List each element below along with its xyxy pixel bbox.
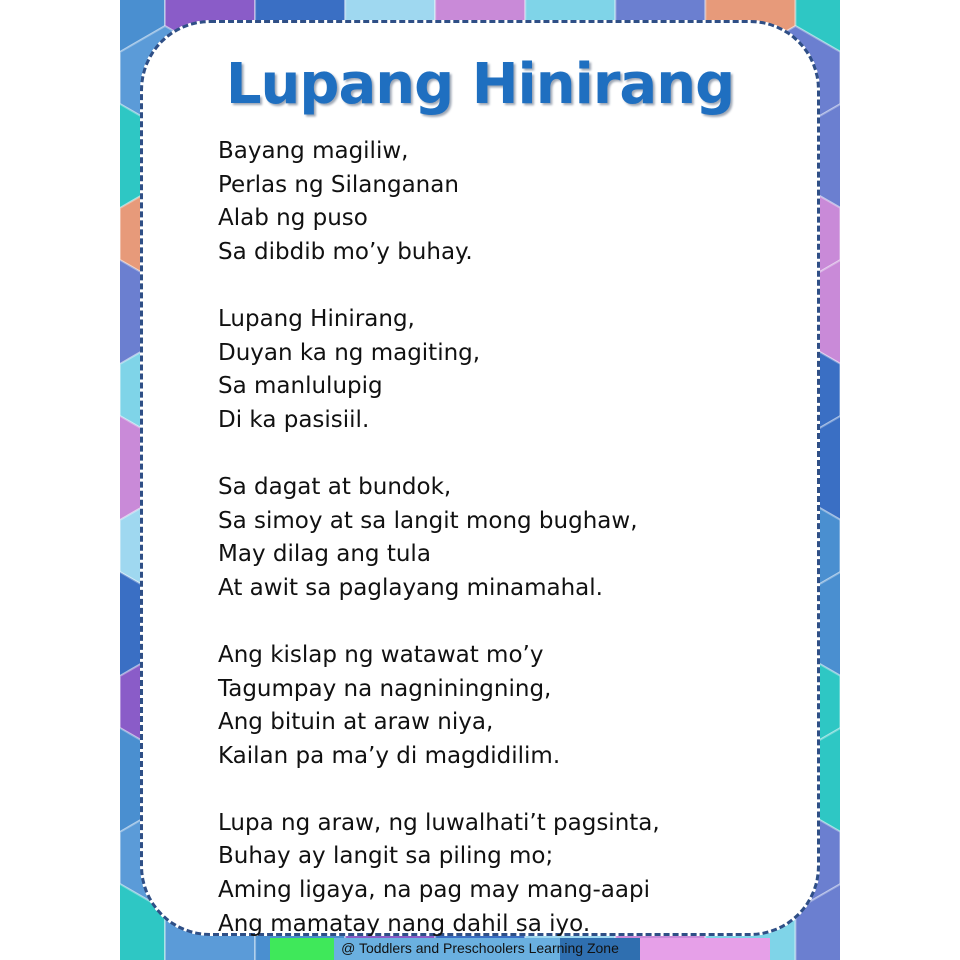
page-title: Lupang Hinirang xyxy=(225,52,735,117)
verse-5 xyxy=(218,807,818,941)
lyric-line: Lupang Hinirang, xyxy=(218,305,415,332)
lyric-line: Ang mamatay nang dahil sa iyo. xyxy=(218,910,591,937)
lyric-line: Duyan ka ng magiting, xyxy=(218,339,481,366)
lyrics-card xyxy=(140,20,820,936)
credit-text: @ Toddlers and Preschoolers Learning Zone xyxy=(341,940,619,956)
poster xyxy=(120,0,840,960)
lyric-line: Aming ligaya, na pag may mang-aapi xyxy=(218,877,650,904)
verse-4 xyxy=(218,639,818,773)
lyric-line: Ang kislap ng watawat mo’y xyxy=(218,641,544,668)
lyric-line: Bayang magiliw, xyxy=(218,138,409,164)
verse-2 xyxy=(218,303,818,437)
lyric-line: Perlas ng Silanganan xyxy=(218,171,459,198)
lyric-line: Sa manlulupig xyxy=(218,373,383,400)
verse-3 xyxy=(218,471,818,605)
lyric-line: Sa simoy at sa langit mong bughaw, xyxy=(218,507,638,534)
lyrics-body xyxy=(218,135,818,941)
lyric-line: Sa dibdib mo’y buhay. xyxy=(218,238,473,265)
lyric-line: Buhay ay langit sa piling mo; xyxy=(218,843,554,870)
verse-1 xyxy=(218,135,818,269)
lyric-line: Di ka pasisiil. xyxy=(218,406,370,433)
lyric-line: May dilag ang tula xyxy=(218,541,431,568)
lyric-line: At awit sa paglayang minamahal. xyxy=(218,574,603,601)
lyric-line: Tagumpay na nagniningning, xyxy=(218,675,552,702)
lyric-line: Sa dagat at bundok, xyxy=(218,473,452,500)
lyric-line: Ang bituin at araw niya, xyxy=(218,709,494,736)
lyric-line: Lupa ng araw, ng luwalhati’t pagsinta, xyxy=(218,809,660,836)
lyric-line: Alab ng puso xyxy=(218,205,368,232)
lyric-line: Kailan pa ma’y di magdidilim. xyxy=(218,742,561,769)
